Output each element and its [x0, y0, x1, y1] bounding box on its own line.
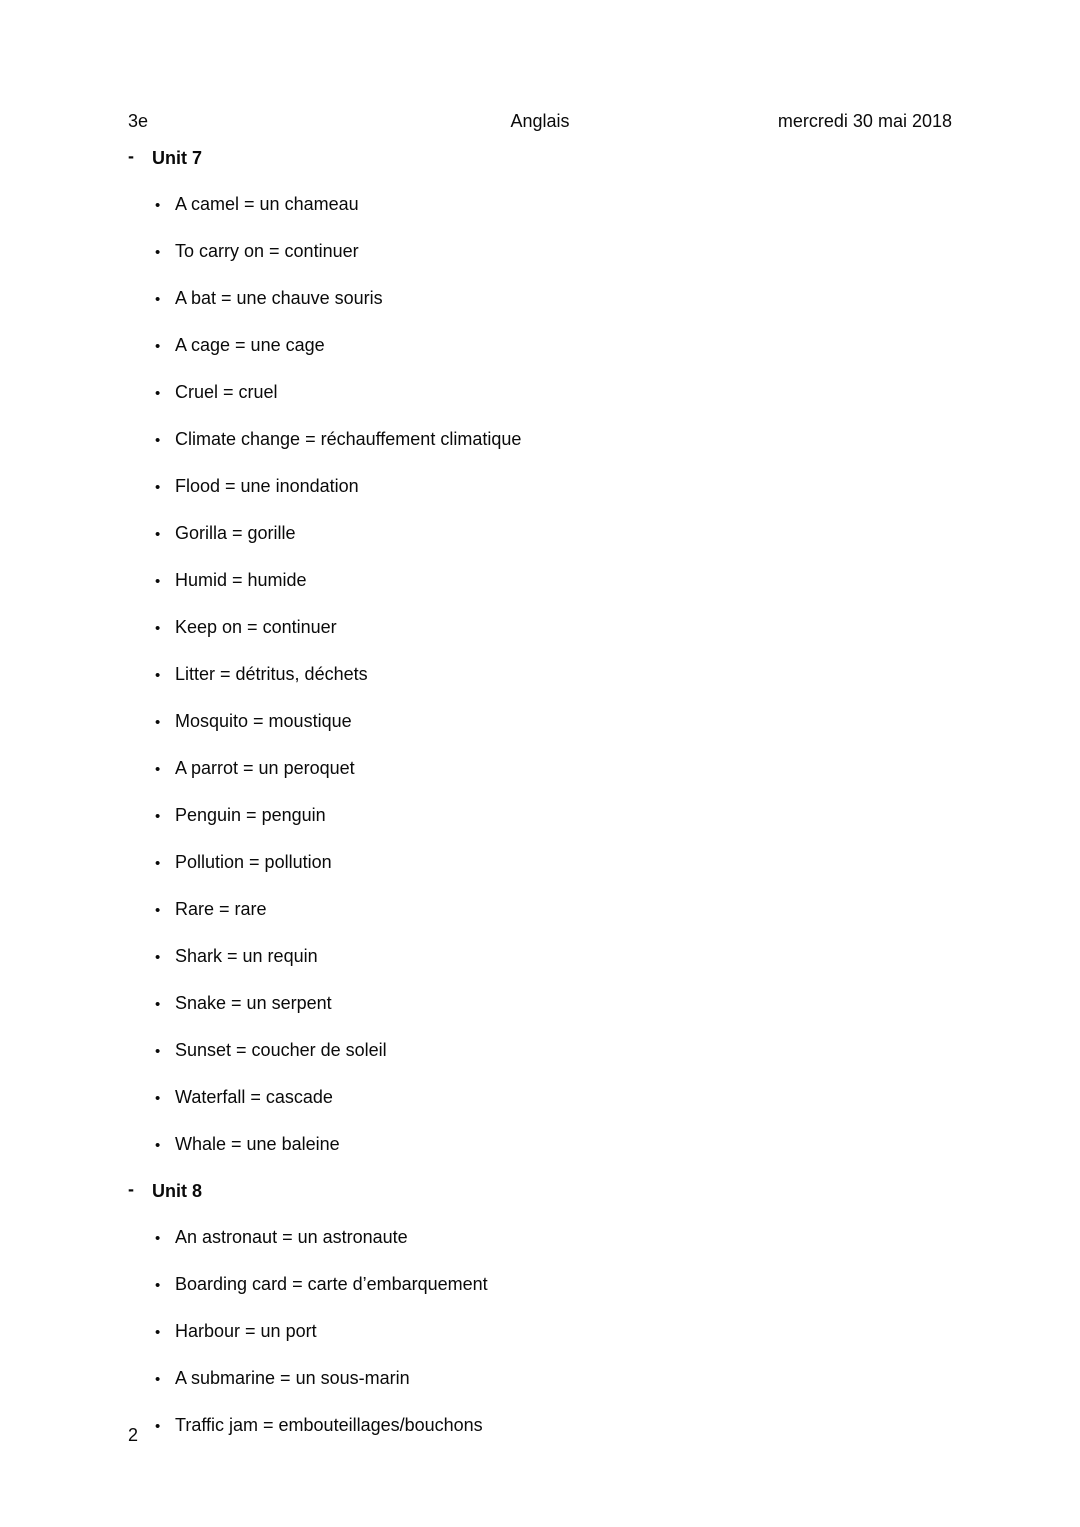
bullet-icon: •	[155, 338, 161, 355]
bullet-icon: •	[155, 432, 161, 449]
bullet-icon: •	[155, 996, 161, 1013]
list-item	[155, 1414, 952, 1438]
list-item	[155, 428, 952, 452]
unit-section	[128, 1180, 952, 1438]
list-item	[155, 1226, 952, 1250]
bullet-icon: •	[155, 855, 161, 872]
list-item	[155, 1133, 952, 1157]
bullet-icon: •	[155, 291, 161, 308]
vocab-entry: Flood = une inondation	[175, 476, 359, 496]
list-item	[155, 663, 952, 687]
bullet-icon: •	[155, 1277, 161, 1294]
vocab-entry: Snake = un serpent	[175, 993, 332, 1013]
page-footer	[128, 1424, 138, 1446]
list-item	[155, 898, 952, 922]
vocab-entry: Harbour = un port	[175, 1321, 317, 1341]
vocab-entry: Litter = détritus, déchets	[175, 664, 368, 684]
bullet-icon: •	[155, 1324, 161, 1341]
bullet-icon: •	[155, 526, 161, 543]
list-item	[155, 1273, 952, 1297]
list-item	[155, 193, 952, 217]
unit-section	[128, 147, 952, 1157]
bullet-icon: •	[155, 244, 161, 261]
bullet-icon: •	[155, 667, 161, 684]
vocab-entry: Gorilla = gorille	[175, 523, 296, 543]
bullet-icon: •	[155, 1043, 161, 1060]
vocab-entry: To carry on = continuer	[175, 241, 359, 261]
list-item	[155, 804, 952, 828]
bullet-icon: •	[155, 902, 161, 919]
list-item	[155, 475, 952, 499]
bullet-icon: •	[155, 573, 161, 590]
dash-bullet-icon: -	[128, 146, 134, 166]
bullet-icon: •	[155, 949, 161, 966]
header-class-level: 3e	[128, 111, 149, 131]
vocab-entry: Pollution = pollution	[175, 852, 332, 872]
header-subject: Anglais	[510, 111, 570, 131]
vocab-entry: Whale = une baleine	[175, 1134, 340, 1154]
list-item	[155, 287, 952, 311]
vocab-entry: Waterfall = cascade	[175, 1087, 333, 1107]
bullet-icon: •	[155, 1418, 161, 1435]
list-item	[155, 851, 952, 875]
bullet-icon: •	[155, 808, 161, 825]
list-item	[155, 992, 952, 1016]
vocab-entry: Rare = rare	[175, 899, 267, 919]
list-item	[155, 1367, 952, 1391]
vocab-entry: Humid = humide	[175, 570, 307, 590]
bullet-icon: •	[155, 385, 161, 402]
vocab-entry: A camel = un chameau	[175, 194, 359, 214]
vocab-entry: Mosquito = moustique	[175, 711, 352, 731]
list-item	[155, 522, 952, 546]
list-item	[155, 945, 952, 969]
bullet-icon: •	[155, 1090, 161, 1107]
unit-heading	[128, 1180, 952, 1202]
bullet-icon: •	[155, 197, 161, 214]
bullet-icon: •	[155, 479, 161, 496]
list-item	[155, 1039, 952, 1063]
list-item	[155, 1320, 952, 1344]
bullet-icon: •	[155, 1137, 161, 1154]
vocab-entry: Shark = un requin	[175, 946, 318, 966]
unit-title: Unit 7	[152, 148, 203, 168]
list-item	[155, 757, 952, 781]
bullet-icon: •	[155, 1371, 161, 1388]
vocab-list	[128, 1226, 952, 1438]
bullet-icon: •	[155, 761, 161, 778]
bullet-icon: •	[155, 714, 161, 731]
header-date: mercredi 30 mai 2018	[777, 111, 952, 131]
vocab-entry: Penguin = penguin	[175, 805, 326, 825]
list-item	[155, 710, 952, 734]
vocab-entry: Cruel = cruel	[175, 382, 278, 402]
vocab-entry: Traffic jam = embouteillages/bouchons	[175, 1415, 483, 1435]
page-number: 2	[128, 1425, 139, 1445]
unit-heading	[128, 147, 952, 169]
dash-bullet-icon: -	[128, 1179, 134, 1199]
sections-container	[128, 147, 952, 1438]
vocab-entry: A submarine = un sous-marin	[175, 1368, 410, 1388]
vocab-entry: A cage = une cage	[175, 335, 325, 355]
page-header	[128, 110, 952, 132]
vocab-entry: A parrot = un peroquet	[175, 758, 355, 778]
list-item	[155, 381, 952, 405]
vocab-entry: Keep on = continuer	[175, 617, 337, 637]
list-item	[155, 240, 952, 264]
vocab-entry: Climate change = réchauffement climatique	[175, 429, 522, 449]
vocab-entry: An astronaut = un astronaute	[175, 1227, 408, 1247]
list-item	[155, 334, 952, 358]
bullet-icon: •	[155, 1230, 161, 1247]
vocab-entry: Boarding card = carte d’embarquement	[175, 1274, 488, 1294]
unit-title: Unit 8	[152, 1181, 203, 1201]
list-item	[155, 569, 952, 593]
vocab-entry: Sunset = coucher de soleil	[175, 1040, 387, 1060]
vocab-entry: A bat = une chauve souris	[175, 288, 383, 308]
vocab-list	[128, 193, 952, 1157]
bullet-icon: •	[155, 620, 161, 637]
list-item	[155, 616, 952, 640]
list-item	[155, 1086, 952, 1110]
